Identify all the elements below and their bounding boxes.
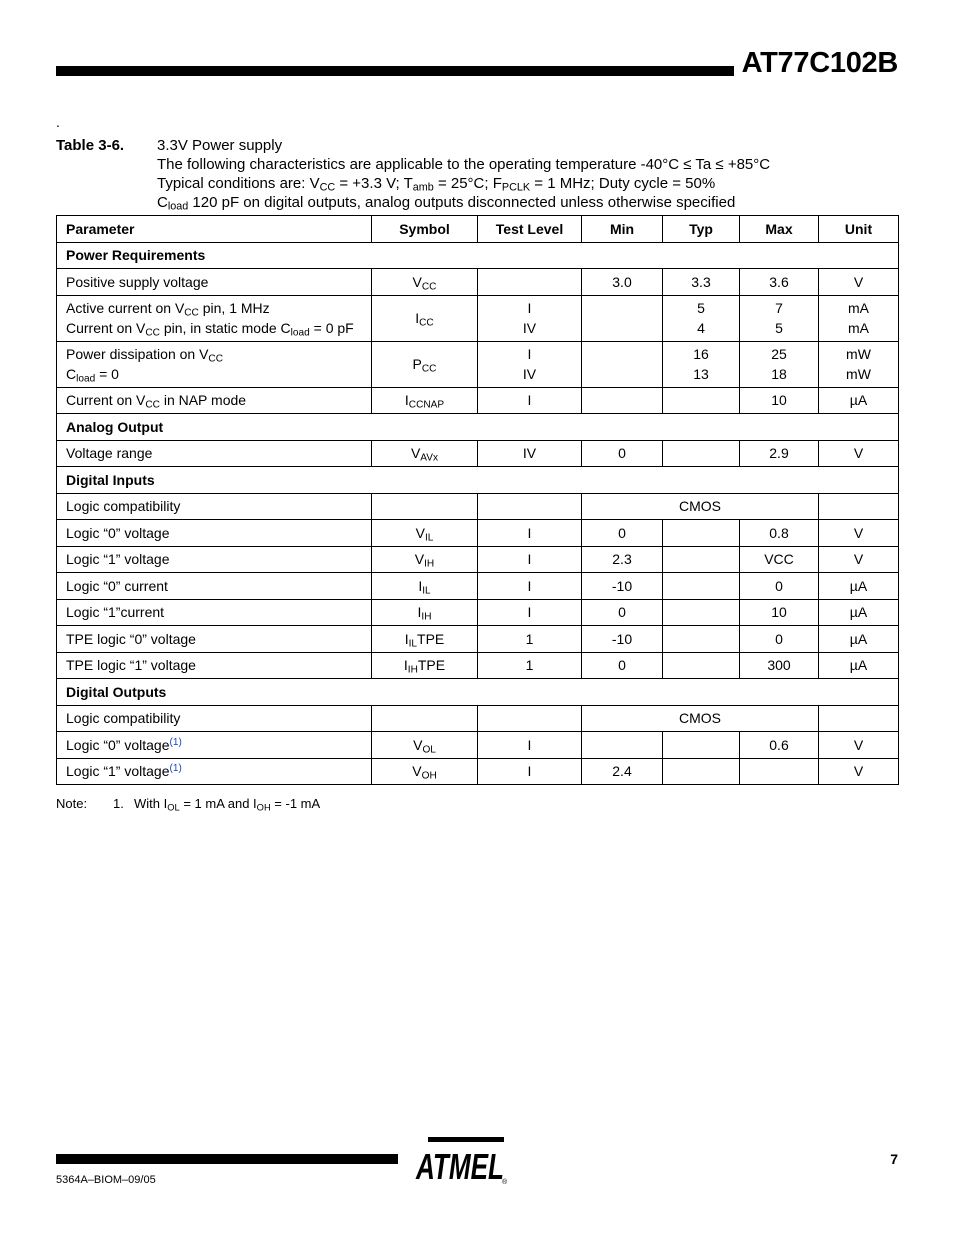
cell-symbol	[372, 493, 478, 520]
section-row	[57, 679, 899, 706]
cell-typ	[663, 732, 740, 759]
cell-typ	[663, 520, 740, 547]
cell-typ	[663, 652, 740, 679]
section-power-requirements: Power Requirements	[57, 242, 899, 269]
cell-test-level: 1	[478, 652, 582, 679]
cell-symbol: $P_{CC}$	[372, 341, 478, 387]
cell-max: 7 5	[740, 295, 819, 341]
table-row	[57, 520, 899, 547]
cell-parameter: Voltage range	[57, 440, 372, 467]
cell-max: 0	[740, 626, 819, 653]
document-number: 5364A–BIOM–09/05	[56, 1174, 156, 1186]
cell-symbol: $I_{IH}TPE$	[372, 652, 478, 679]
logo-wordmark: ATMEL	[415, 1146, 504, 1187]
cell-min: 2.3	[582, 546, 663, 573]
table-caption-text	[157, 136, 898, 212]
footnote-ref-link[interactable]: (1)	[169, 736, 182, 748]
note-text: With $I_{OL} = 1$ mA and $I_{OH} = -1$ mA	[134, 796, 321, 813]
table-row	[57, 705, 899, 732]
cell-test-level: I	[478, 387, 582, 414]
cell-max: 25 18	[740, 341, 819, 387]
header-typ: Typ	[663, 216, 740, 243]
operating-conditions: The following characteristics are applicable to the operating temperature -40°C ≤ Ta ≤ +85°C	[157, 156, 771, 173]
registered-mark: ®	[502, 1179, 508, 1186]
cell-parameter: TPE logic “1” voltage	[57, 652, 372, 679]
cell-parameter: Logic “1”current	[57, 599, 372, 626]
cell-unit: µA	[819, 652, 899, 679]
cell-symbol: $V_{OL}$	[372, 732, 478, 759]
cell-max: 300	[740, 652, 819, 679]
cell-symbol: $I_{IL}$	[372, 573, 478, 600]
cell-parameter: Logic “0” voltage$^{(1)}$	[57, 732, 372, 759]
table-row	[57, 732, 899, 759]
cell-test-level: I	[478, 758, 582, 785]
cell-unit	[819, 705, 899, 732]
atmel-logo	[410, 1137, 512, 1187]
note-number: 1.	[113, 796, 124, 811]
cell-unit: V	[819, 758, 899, 785]
document-title: AT77C102B	[741, 47, 898, 79]
cell-unit: V	[819, 546, 899, 573]
cell-min	[582, 732, 663, 759]
cell-min	[582, 341, 663, 387]
cell-compatibility: CMOS	[582, 705, 819, 732]
cell-test-level	[478, 493, 582, 520]
cell-test-level: I	[478, 732, 582, 759]
cell-typ	[663, 440, 740, 467]
header-rule	[56, 66, 734, 76]
table-row	[57, 546, 899, 573]
cell-test-level: I	[478, 520, 582, 547]
cell-test-level: I	[478, 546, 582, 573]
table-row	[57, 599, 899, 626]
cell-typ: 16 13	[663, 341, 740, 387]
cell-test-level: 1	[478, 626, 582, 653]
header-max: Max	[740, 216, 819, 243]
cell-parameter: Logic “0” current	[57, 573, 372, 600]
cell-max: 3.6	[740, 269, 819, 296]
cell-min: 0	[582, 440, 663, 467]
note-label: Note:	[56, 796, 88, 811]
cell-test-level: I IV	[478, 341, 582, 387]
load-conditions: $C_{load}$ 120 pF on digital outputs, analog outputs disconnected unless otherwise specified	[157, 194, 736, 213]
table-header-row	[57, 216, 899, 243]
cell-test-level: IV	[478, 440, 582, 467]
section-analog-output: Analog Output	[57, 414, 899, 441]
cell-symbol: $I_{CCNAP}$	[372, 387, 478, 414]
table-row	[57, 341, 899, 387]
cell-min: 2.4	[582, 758, 663, 785]
cell-parameter: Logic compatibility	[57, 705, 372, 732]
section-row	[57, 414, 899, 441]
header-unit: Unit	[819, 216, 899, 243]
cell-typ	[663, 546, 740, 573]
cell-parameter: TPE logic “0” voltage	[57, 626, 372, 653]
table-row	[57, 758, 899, 785]
footnote-ref-link[interactable]: (1)	[169, 763, 182, 775]
cell-max: 2.9	[740, 440, 819, 467]
table-row	[57, 295, 899, 341]
table-row	[57, 440, 899, 467]
cell-min: 3.0	[582, 269, 663, 296]
cell-unit: V	[819, 520, 899, 547]
cell-unit: V	[819, 440, 899, 467]
section-digital-inputs: Digital Inputs	[57, 467, 899, 494]
cell-max: VCC	[740, 546, 819, 573]
cell-max	[740, 758, 819, 785]
footer-rule	[56, 1154, 398, 1164]
cell-min	[582, 387, 663, 414]
cell-unit: µA	[819, 387, 899, 414]
cell-symbol: $V_{CC}$	[372, 269, 478, 296]
header-min: Min	[582, 216, 663, 243]
typical-conditions: Typical conditions are: $V_{CC} = +3.3$ V; $T_{amb} = 25^\circ C$; $F_{PCLK} = 1$ MHz; Duty cycle = 50%	[157, 175, 716, 194]
header-parameter: Parameter	[57, 216, 372, 243]
cell-unit: V	[819, 732, 899, 759]
cell-symbol: $V_{IH}$	[372, 546, 478, 573]
cell-typ	[663, 387, 740, 414]
cell-test-level	[478, 705, 582, 732]
cell-unit: µA	[819, 599, 899, 626]
cell-test-level: I	[478, 573, 582, 600]
stray-mark: .	[56, 114, 60, 130]
table-row	[57, 387, 899, 414]
cell-min: 0	[582, 520, 663, 547]
table-title: 3.3V Power supply	[157, 137, 283, 154]
table-row	[57, 269, 899, 296]
cell-parameter: Current on $V_{CC}$ in NAP mode	[57, 387, 372, 414]
cell-parameter: Logic compatibility	[57, 493, 372, 520]
cell-parameter: Positive supply voltage	[57, 269, 372, 296]
cell-parameter: Active current on $V_{CC}$ pin, 1 MHz Current on $V_{CC}$ pin, in static mode $C_{load} = 0$ pF	[57, 295, 372, 341]
cell-max: 10	[740, 599, 819, 626]
cell-unit: µA	[819, 573, 899, 600]
cell-unit: mA mA	[819, 295, 899, 341]
cell-symbol: $V_{IL}$	[372, 520, 478, 547]
cell-typ	[663, 573, 740, 600]
cell-typ: 3.3	[663, 269, 740, 296]
table-row	[57, 626, 899, 653]
cell-test-level: I IV	[478, 295, 582, 341]
cell-min: -10	[582, 573, 663, 600]
cell-unit: mW mW	[819, 341, 899, 387]
cell-min	[582, 295, 663, 341]
cell-parameter: Logic “1” voltage	[57, 546, 372, 573]
cell-symbol: $V_{AVx}$	[372, 440, 478, 467]
cell-min: 0	[582, 652, 663, 679]
table-number: Table 3-6.	[56, 137, 125, 154]
cell-test-level: I	[478, 599, 582, 626]
cell-symbol	[372, 705, 478, 732]
cell-parameter: Logic “0” voltage	[57, 520, 372, 547]
cell-unit	[819, 493, 899, 520]
section-row	[57, 242, 899, 269]
table-row	[57, 652, 899, 679]
header-test-level: Test Level	[478, 216, 582, 243]
cell-symbol: $I_{CC}$	[372, 295, 478, 341]
cell-symbol: $I_{IL}TPE$	[372, 626, 478, 653]
cell-typ: 5 4	[663, 295, 740, 341]
cell-min: 0	[582, 599, 663, 626]
cell-parameter: Logic “1” voltage$^{(1)}$	[57, 758, 372, 785]
cell-max: 0.8	[740, 520, 819, 547]
cell-max: 0	[740, 573, 819, 600]
cell-compatibility: CMOS	[582, 493, 819, 520]
cell-parameter: Power dissipation on $V_{CC}$ $C_{load} = 0$	[57, 341, 372, 387]
table-row	[57, 493, 899, 520]
cell-typ	[663, 758, 740, 785]
header-symbol: Symbol	[372, 216, 478, 243]
cell-unit: µA	[819, 626, 899, 653]
section-digital-outputs: Digital Outputs	[57, 679, 899, 706]
cell-symbol: $I_{IH}$	[372, 599, 478, 626]
cell-max: 10	[740, 387, 819, 414]
cell-min: -10	[582, 626, 663, 653]
power-supply-table	[56, 215, 899, 785]
page-number: 7	[890, 1151, 898, 1167]
cell-typ	[663, 626, 740, 653]
cell-unit: V	[819, 269, 899, 296]
cell-test-level	[478, 269, 582, 296]
cell-max: 0.6	[740, 732, 819, 759]
table-row	[57, 573, 899, 600]
cell-typ	[663, 599, 740, 626]
section-row	[57, 467, 899, 494]
cell-symbol: $V_{OH}$	[372, 758, 478, 785]
